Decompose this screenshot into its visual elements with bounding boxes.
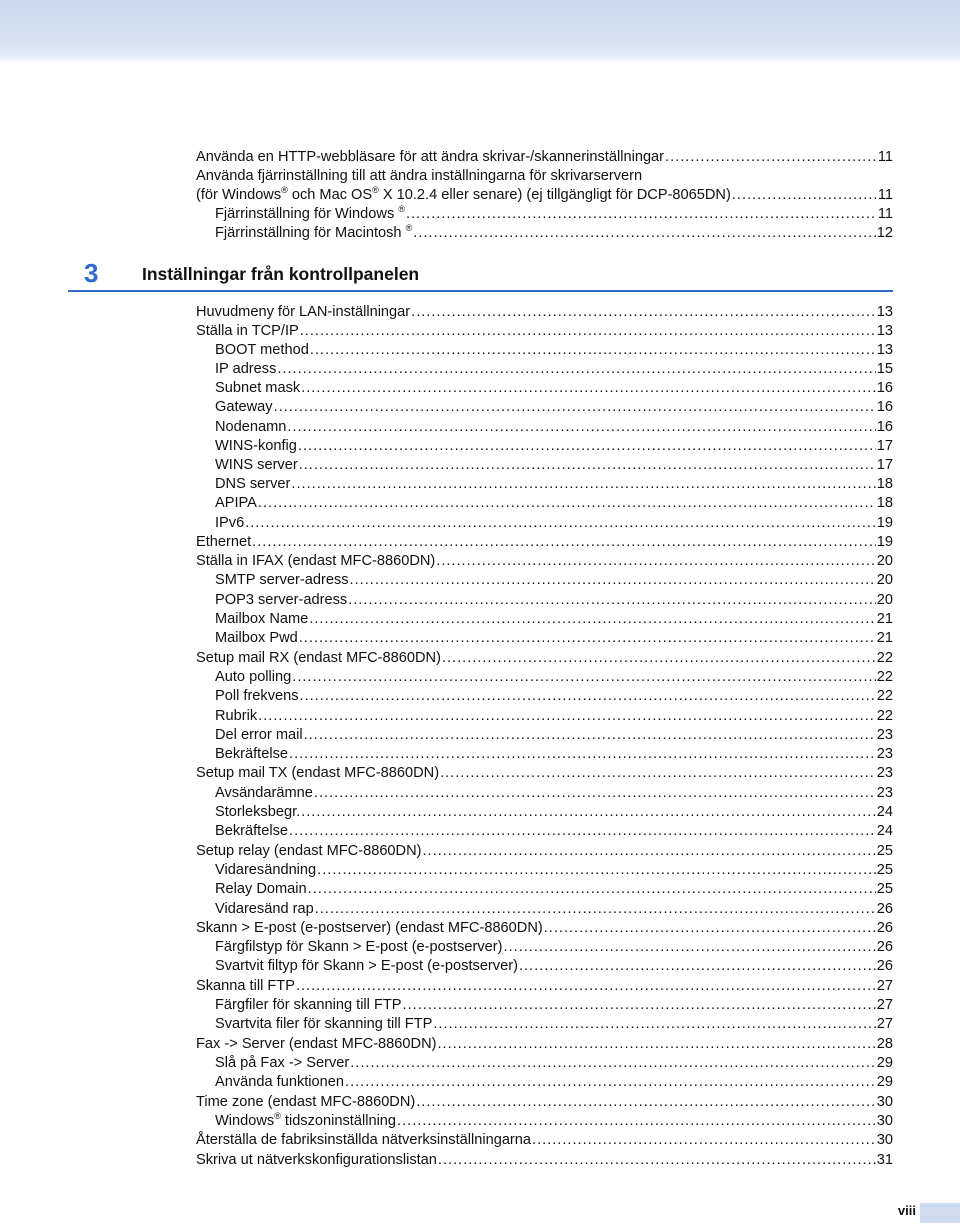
leader-dots [314,784,876,803]
toc-entry-label: Rubrik [215,708,258,724]
page-number: viii [897,1203,916,1218]
toc-entry-page: 13 [876,323,893,339]
toc-entry[interactable] [215,1054,893,1073]
leader-dots [544,919,876,938]
toc-entry[interactable] [196,1151,893,1170]
toc-entry-page: 27 [876,997,893,1013]
toc-entry-page: 25 [876,862,893,878]
leader-dots [304,726,876,745]
toc-entry-page: 23 [876,785,893,801]
toc-entry-label: BOOT method [215,342,309,358]
toc-entry-page: 18 [876,495,893,511]
toc-entry[interactable] [196,1131,893,1150]
toc-entry[interactable] [215,475,893,494]
toc-entry-page: 24 [876,823,893,839]
toc-entry-label: WINS-konfig [215,438,297,454]
toc-entry[interactable] [215,360,893,379]
toc-entry-label: Använda fjärrinställning till att ändra inställningarna för skrivarservern [196,168,643,184]
leader-dots [732,186,877,205]
toc-entry[interactable] [215,591,893,610]
toc-entry-page: 20 [876,553,893,569]
toc-entry-page: 27 [876,978,893,994]
toc-entry-label: (för Windows® och Mac OS® X 10.2.4 eller senare) (ej tillgängligt för DCP-8065DN) [196,185,731,203]
toc-entry-page: 26 [876,920,893,936]
toc-entry[interactable] [215,224,893,243]
toc-entry[interactable] [215,900,893,919]
toc-entry-page: 17 [876,438,893,454]
chapter-divider [68,290,893,292]
toc-entry[interactable] [215,938,893,957]
toc-entry-page: 24 [876,804,893,820]
leader-dots [309,610,875,629]
toc-entry-label: Fjärrinställning för Windows ® [215,204,405,222]
toc-entry-label: APIPA [215,495,257,511]
toc-entry-page: 31 [876,1152,893,1168]
leader-dots [433,1015,875,1034]
toc-entry-page: 19 [876,534,893,550]
toc-entry-page: 29 [876,1055,893,1071]
toc-entry[interactable] [215,707,893,726]
chapter-heading[interactable] [84,258,892,290]
toc-entry-label: Setup mail TX (endast MFC-8860DN) [196,765,440,781]
leader-dots [258,707,876,726]
leader-dots [345,1073,876,1092]
leader-dots [301,379,876,398]
leader-dots [411,303,876,322]
toc-entry-label: Relay Domain [215,881,307,897]
toc-entry[interactable] [196,842,893,861]
toc-entry[interactable] [215,1112,893,1131]
toc-entry-page: 25 [876,843,893,859]
toc-entry[interactable] [215,880,893,899]
toc-entry-label: Färgfilstyp för Skann > E-post (e-postserver) [215,939,503,955]
leader-dots [438,1151,876,1170]
toc-entry-label: Bekräftelse [215,746,289,762]
leader-dots [301,803,876,822]
toc-entry-label: SMTP server-adress [215,572,349,588]
toc-entry-page: 12 [876,225,893,241]
toc-entry-label: Bekräftelse [215,823,289,839]
toc-entry-page: 26 [876,939,893,955]
toc-entry[interactable] [196,552,893,571]
toc-entry-page: 26 [876,901,893,917]
toc-entry-label: Ethernet [196,534,252,550]
toc-entry-label: Storleksbegr. [215,804,301,820]
toc-entry-label: Ställa in TCP/IP [196,323,299,339]
toc-entry-label: Skanna till FTP [196,978,295,994]
toc-entry-page: 22 [876,650,893,666]
toc-entry-label: Ställa in IFAX (endast MFC-8860DN) [196,553,436,569]
toc-entry-label: POP3 server-adress [215,592,348,608]
toc-entry[interactable] [215,996,893,1015]
toc-entry[interactable] [196,919,893,938]
toc-entry-page: 13 [876,304,893,320]
toc-entry-page: 21 [876,630,893,646]
toc-entry[interactable] [215,610,893,629]
toc-entry[interactable] [215,629,893,648]
toc-entry[interactable] [196,649,893,668]
toc-entry[interactable] [215,398,893,417]
leader-dots [422,842,875,861]
toc-entry-page: 16 [876,419,893,435]
toc-entry[interactable] [215,822,893,841]
leader-dots [287,418,875,437]
toc-entry-label: Nodenamn [215,419,287,435]
toc-entry-line2[interactable] [196,186,893,205]
toc-entry-page: 20 [876,572,893,588]
toc-entry[interactable] [215,784,893,803]
toc-entry-label: Skriva ut nätverkskonfigurationslistan [196,1152,437,1168]
leader-dots [308,880,876,899]
toc-entry-label: Fjärrinställning för Macintosh ® [215,223,413,241]
toc-entry[interactable] [196,1035,893,1054]
toc-entry[interactable] [215,726,893,745]
toc-entry-page: 15 [876,361,893,377]
toc-entry[interactable] [215,341,893,360]
toc-entry-label: Gateway [215,399,273,415]
leader-dots [416,1093,876,1112]
toc-entry-page: 29 [876,1074,893,1090]
toc-entry-page: 26 [876,958,893,974]
leader-dots [519,957,876,976]
toc-entry-page: 30 [876,1094,893,1110]
toc-entry-label: Svartvita filer för skanning till FTP [215,1016,433,1032]
toc-entry-label: Färgfiler för skanning till FTP [215,997,402,1013]
toc-entry-label: Fax -> Server (endast MFC-8860DN) [196,1036,437,1052]
toc-entry-label: IP adress [215,361,277,377]
leader-dots [350,1054,876,1073]
toc-entry-page: 22 [876,688,893,704]
leader-dots [299,629,876,648]
toc-entry-page: 19 [876,515,893,531]
leader-dots [258,494,876,513]
toc-entry-label: Slå på Fax -> Server [215,1055,350,1071]
leader-dots [532,1131,876,1150]
toc-entry-label: Vidaresändning [215,862,317,878]
toc-entry-label: Setup mail RX (endast MFC-8860DN) [196,650,441,666]
leader-dots [289,822,876,841]
toc-entry-label: Återställa de fabriksinställda nätverksinställningarna [196,1132,532,1148]
leader-dots [315,900,876,919]
toc-entry-page: 13 [876,342,893,358]
toc-entry-label: Del error mail [215,727,303,743]
toc-entry-page: 27 [876,1016,893,1032]
toc-entry-label: Setup relay (endast MFC-8860DN) [196,843,422,859]
leader-dots [350,571,876,590]
leader-dots [403,996,876,1015]
toc-entry[interactable] [215,456,893,475]
leader-dots [277,360,875,379]
toc-entry-page: 17 [876,457,893,473]
toc-entry-label: Svartvit filtyp för Skann > E-post (e-postserver) [215,958,518,974]
toc-entry-page: 22 [876,708,893,724]
toc-entry[interactable] [215,745,893,764]
toc-entry[interactable] [215,803,893,822]
toc-entry-label: DNS server [215,476,291,492]
leader-dots [413,224,876,243]
toc-entry[interactable] [215,494,893,513]
leader-dots [300,687,876,706]
toc-entry[interactable] [215,418,893,437]
chapter-number: 3 [84,258,99,288]
toc-entry[interactable] [215,205,893,224]
toc-entry-label: Poll frekvens [215,688,299,704]
toc-entry-label: Mailbox Name [215,611,309,627]
toc-entry[interactable] [215,379,893,398]
toc-entry-page: 23 [876,727,893,743]
toc-entry-label: Huvudmeny för LAN-inställningar [196,304,411,320]
leader-dots [300,322,876,341]
toc-entry[interactable] [196,977,893,996]
toc-entry[interactable] [215,1073,893,1092]
toc-entry-label: Time zone (endast MFC-8860DN) [196,1094,416,1110]
leader-dots [436,552,876,571]
toc-entry-page: 18 [876,476,893,492]
toc-entry[interactable] [215,571,893,590]
leader-dots [504,938,876,957]
leader-dots [310,341,876,360]
toc-entry-label: Windows® tidszoninställning [215,1111,397,1129]
toc-entry[interactable] [215,1015,893,1034]
toc-entry[interactable] [196,764,893,783]
toc-entry-label: Mailbox Pwd [215,630,298,646]
leader-dots [317,861,876,880]
leader-dots [299,456,876,475]
toc-entry-page: 28 [876,1036,893,1052]
leader-dots [252,533,876,552]
toc-entry[interactable] [196,533,893,552]
toc-entry-label: Vidaresänd rap [215,901,314,917]
leader-dots [245,514,876,533]
toc-entry-label: Auto polling [215,669,292,685]
toc-entry-page: 11 [877,149,893,165]
leader-dots [274,398,876,417]
leader-dots [437,1035,875,1054]
toc-entry[interactable] [196,322,893,341]
header-band [0,0,960,64]
leader-dots [348,591,876,610]
toc-entry-label: Subnet mask [215,380,301,396]
leader-dots [298,437,876,456]
leader-dots [289,745,876,764]
toc-entry-page: 16 [876,399,893,415]
toc-entry[interactable] [196,1093,893,1112]
leader-dots [440,764,876,783]
toc-entry-line1[interactable] [196,167,893,186]
toc-entry[interactable] [215,861,893,880]
toc-entry-page: 16 [876,380,893,396]
toc-entry-label: Avsändarämne [215,785,313,801]
toc-entry-page: 30 [876,1113,893,1129]
toc-entry-label: Skann > E-post (e-postserver) (endast MFC-8860DN) [196,920,543,936]
toc-entry-page: 21 [876,611,893,627]
leader-dots [665,148,877,167]
toc-entry-page: 23 [876,765,893,781]
toc-entry[interactable] [215,437,893,456]
toc-entry-page: 23 [876,746,893,762]
leader-dots [442,649,876,668]
toc-entry-label: Använda en HTTP-webbläsare för att ändra skrivar-/skannerinställningar [196,149,665,165]
leader-dots [291,475,875,494]
toc-entry-page: 30 [876,1132,893,1148]
leader-dots [397,1112,876,1131]
toc-entry[interactable] [215,514,893,533]
chapter-title: Inställningar från kontrollpanelen [142,264,420,284]
toc-entry-page: 20 [876,592,893,608]
toc-entry-page: 22 [876,669,893,685]
toc-entry-page: 11 [877,206,893,222]
toc-entry[interactable] [196,303,893,322]
toc-entry[interactable] [215,668,893,687]
toc-entry[interactable] [215,687,893,706]
toc-entry[interactable] [196,148,893,167]
toc-entry-page: 25 [876,881,893,897]
leader-dots [296,977,876,996]
toc-entry-label: IPv6 [215,515,245,531]
toc-entry-label: WINS server [215,457,298,473]
toc-entry-label: Använda funktionen [215,1074,345,1090]
leader-dots [406,205,877,224]
footer-tab [920,1203,960,1223]
toc-entry-page: 11 [877,187,893,203]
leader-dots [292,668,875,687]
toc-entry[interactable] [215,957,893,976]
